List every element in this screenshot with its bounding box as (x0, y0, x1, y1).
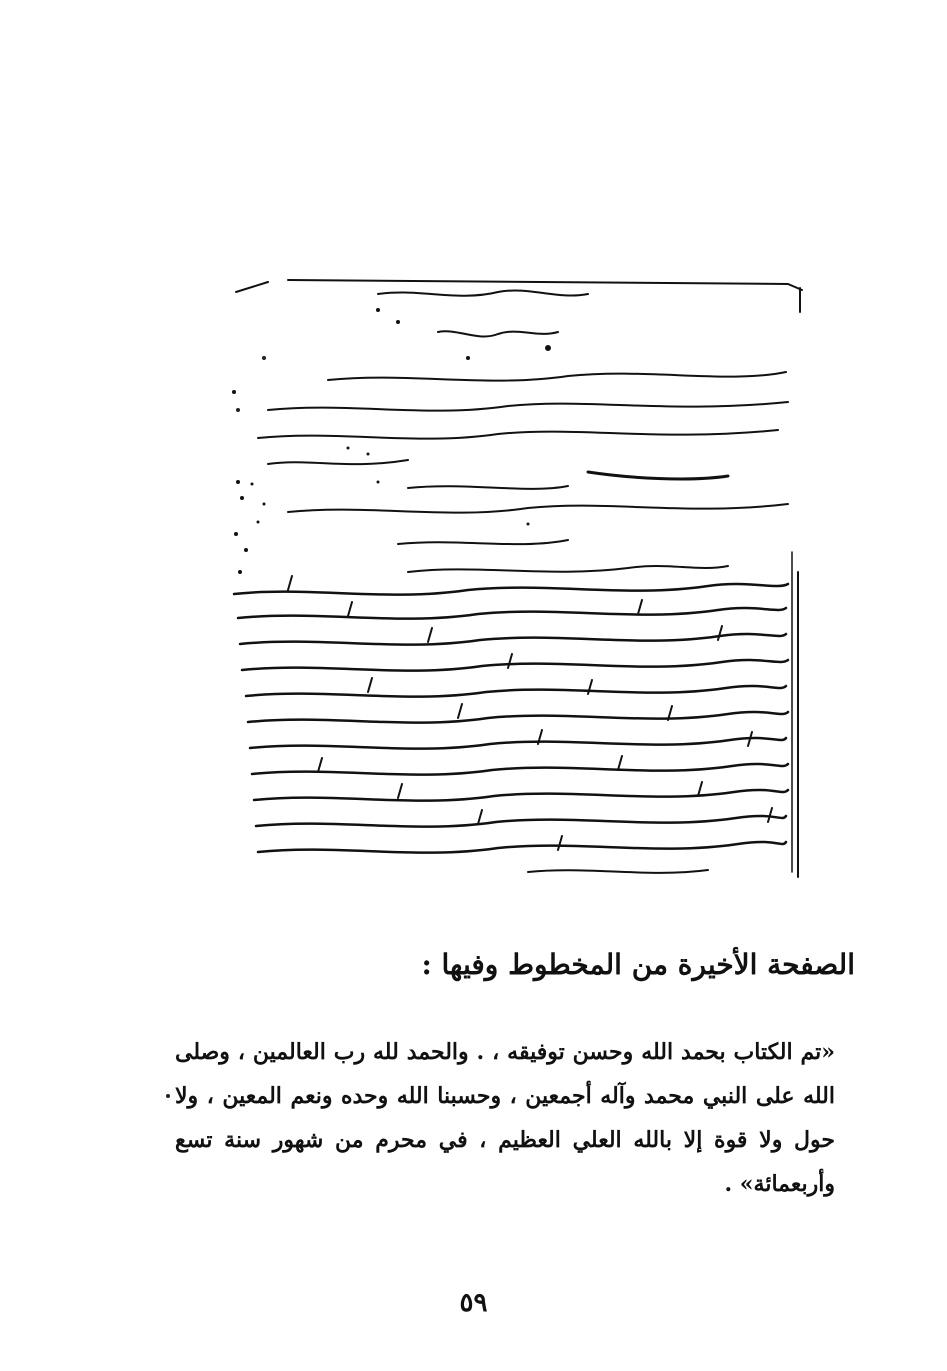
scan-speck (262, 356, 266, 360)
manuscript-page-image (228, 272, 806, 884)
scan-speck (236, 408, 240, 412)
scan-speck (166, 1094, 170, 1098)
manuscript-scan-illustration (228, 272, 806, 884)
page-number: ٥٩ (459, 1288, 488, 1318)
colophon-paragraph: «تم الكتاب بحمد الله وحسن توفيقه ، . والحمد لله رب العالمين ، وصلى الله على النبي محمد وآله أجمعين ، وحسبنا الله وحده ونعم المعين ، ولا حول ولا قوة إلا بالله العلي العظيم ، في محرم من شهور سنة تسع وأربعمائة» . (175, 1039, 835, 1197)
section-caption: الصفحة الأخيرة من المخطوط وفيها : (421, 948, 855, 981)
